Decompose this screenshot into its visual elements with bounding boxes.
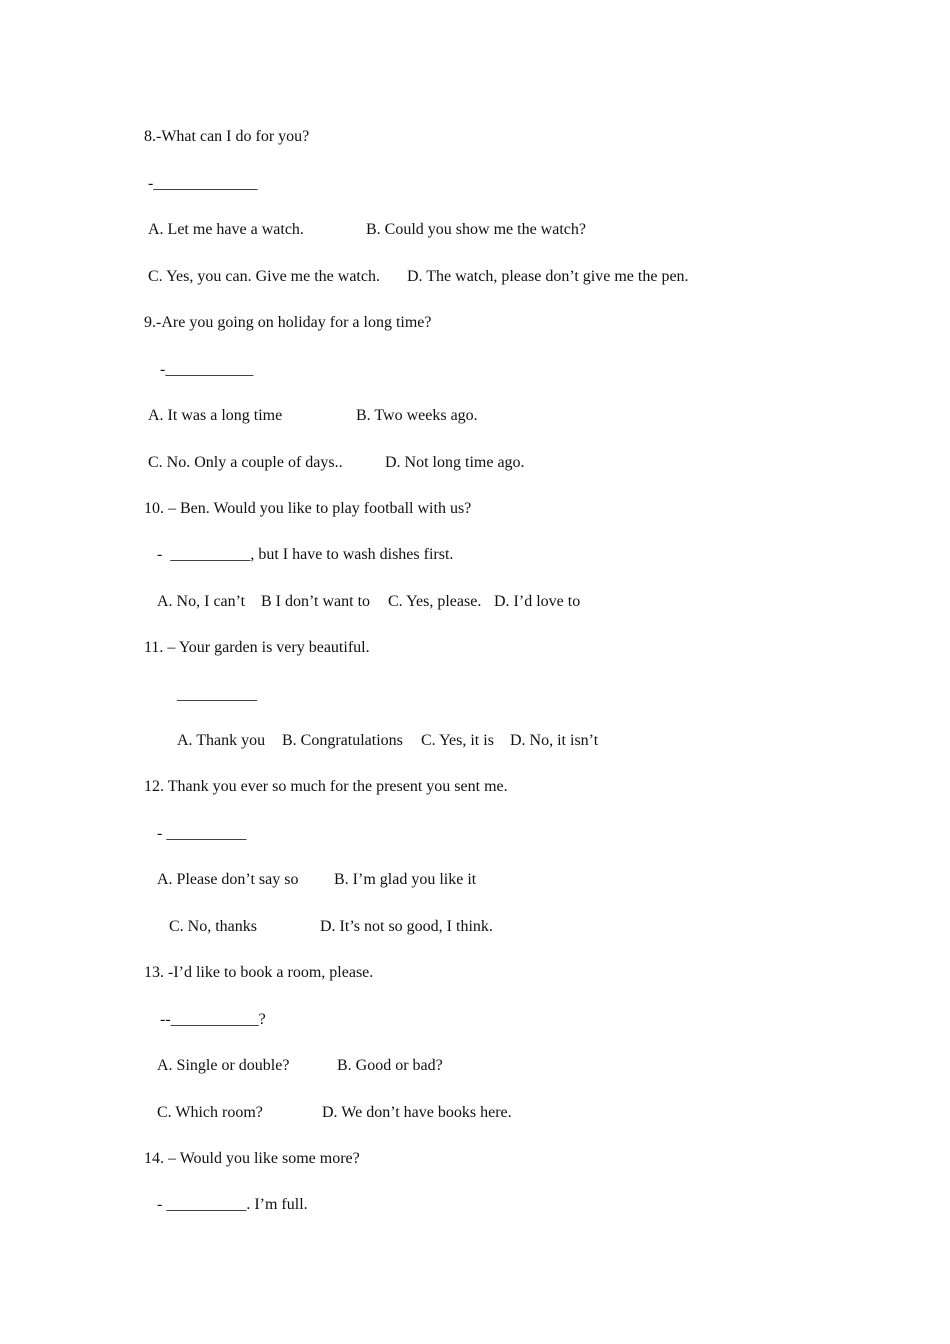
question-12-option-c: C. No, thanks xyxy=(169,918,257,935)
question-13-prompt: 13. -I’d like to book a room, please. xyxy=(144,964,374,981)
question-8-answer-blank: -_____________ xyxy=(148,175,258,192)
question-8-option-b: B. Could you show me the watch? xyxy=(366,221,586,238)
question-10-option-a: A. No, I can’t xyxy=(157,593,246,610)
question-12-option-b: B. I’m glad you like it xyxy=(334,871,477,888)
question-9-option-c: C. No. Only a couple of days.. xyxy=(148,454,343,471)
question-12-answer-blank: - __________ xyxy=(157,825,247,842)
question-8-option-c: C. Yes, you can. Give me the watch. xyxy=(148,268,380,285)
question-12-prompt: 12. Thank you ever so much for the present you sent me. xyxy=(144,778,508,795)
question-8-prompt: 8.-What can I do for you? xyxy=(144,128,310,145)
question-10-option-d: D. I’d love to xyxy=(494,593,581,610)
question-12-option-d: D. It’s not so good, I think. xyxy=(320,918,493,935)
question-9-option-d: D. Not long time ago. xyxy=(385,454,525,471)
question-13-option-c: C. Which room? xyxy=(157,1104,263,1121)
question-8-option-d: D. The watch, please don’t give me the pen. xyxy=(407,268,689,285)
question-9-answer-blank: -___________ xyxy=(160,361,254,378)
question-10-option-c: C. Yes, please. xyxy=(388,593,482,610)
question-8-option-a: A. Let me have a watch. xyxy=(148,221,304,238)
question-11-option-b: B. Congratulations xyxy=(282,732,403,749)
question-14-answer-blank: - __________. I’m full. xyxy=(157,1196,308,1213)
question-11-option-d: D. No, it isn’t xyxy=(510,732,599,749)
question-10-answer-blank: - __________, but I have to wash dishes first. xyxy=(157,546,454,563)
question-13-option-b: B. Good or bad? xyxy=(337,1057,443,1074)
question-11-prompt: 11. – Your garden is very beautiful. xyxy=(144,639,370,656)
question-13-answer-blank: --___________? xyxy=(160,1011,266,1028)
question-9-option-b: B. Two weeks ago. xyxy=(356,407,478,424)
question-11-option-c: C. Yes, it is xyxy=(421,732,494,749)
question-10-option-b: B I don’t want to xyxy=(261,593,371,610)
question-13-option-d: D. We don’t have books here. xyxy=(322,1104,512,1121)
question-14-prompt: 14. – Would you like some more? xyxy=(144,1150,360,1167)
question-10-prompt: 10. – Ben. Would you like to play football with us? xyxy=(144,500,472,517)
question-9-prompt: 9.-Are you going on holiday for a long time? xyxy=(144,314,432,331)
question-11-answer-blank: __________ xyxy=(177,686,257,703)
question-11-option-a: A. Thank you xyxy=(177,732,266,749)
question-13-option-a: A. Single or double? xyxy=(157,1057,290,1074)
question-9-option-a: A. It was a long time xyxy=(148,407,283,424)
question-12-option-a: A. Please don’t say so xyxy=(157,871,299,888)
